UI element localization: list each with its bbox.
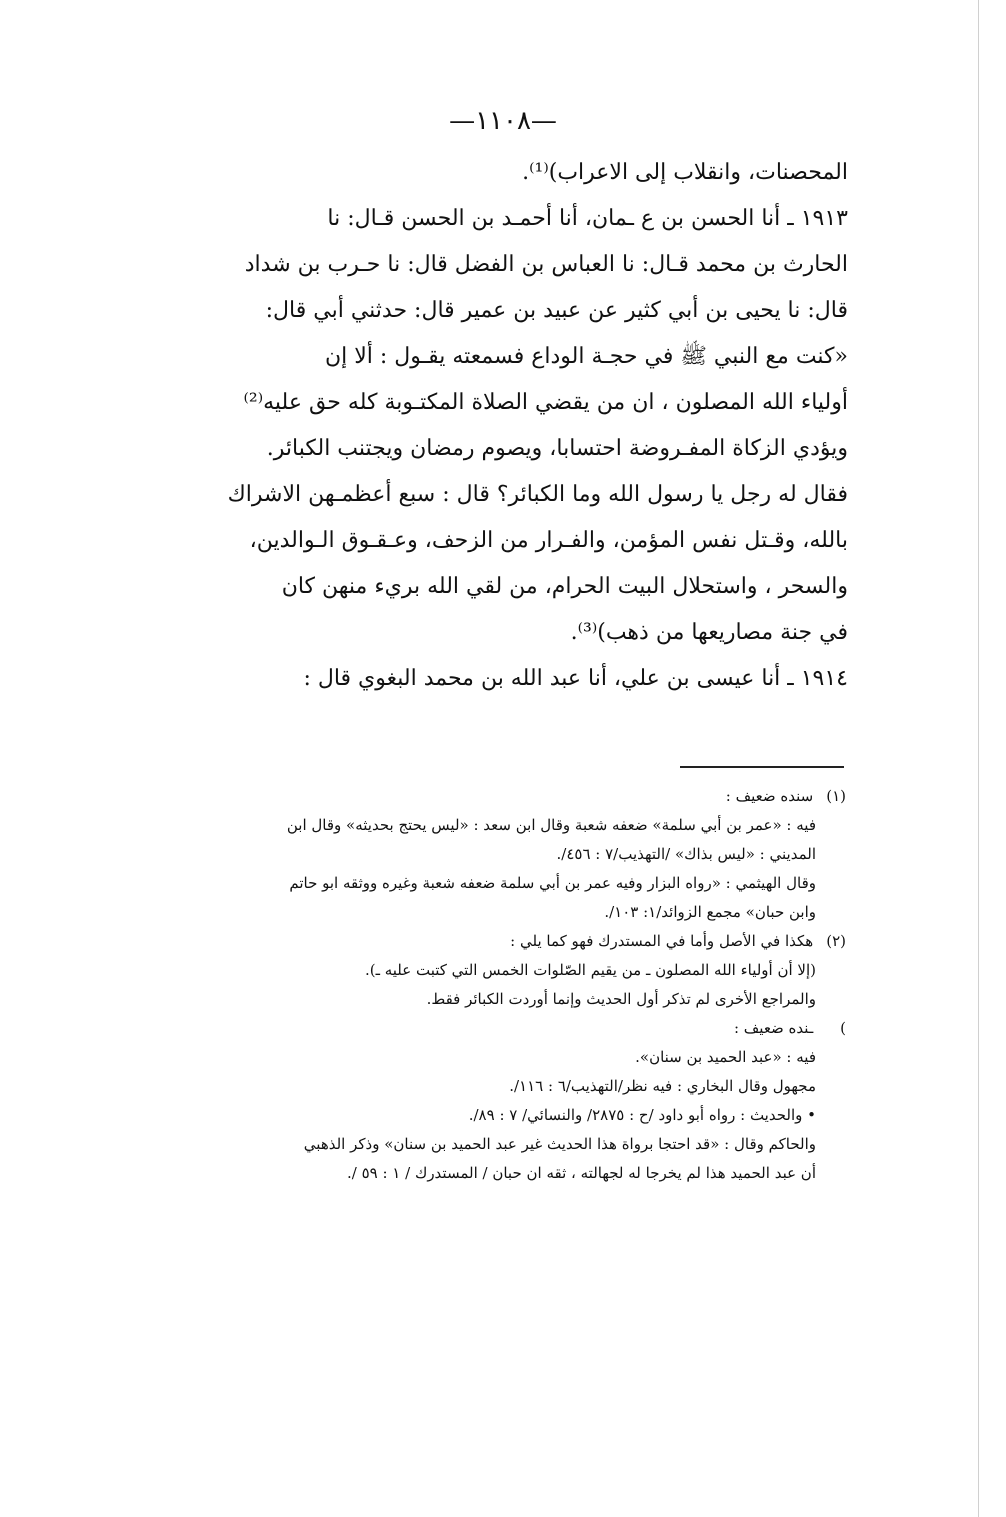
text-line: المحصنات، وانقلاب إلى الاعراب)⁽¹⁾. [522,160,848,185]
footnote-line [120,869,846,898]
footnote-number: (١) [826,787,846,805]
text-line: ١٩١٤ ـ أنا عيسى بن علي، أنا عبد الله بن محمد البغوي قال : [303,666,848,691]
text-line: في جنة مصاريعها من ذهب)⁽³⁾. [570,620,848,645]
footnote-line [120,1101,846,1130]
footnote-text: • والحديث : رواه أبو داود /ح : ٢٨٧٥/ والنسائي/ ٧ : ٨٩/. [468,1106,816,1124]
page-edge-line [978,0,979,1517]
footnote-text: والحاكم وقال : «قد احتجا برواة هذا الحديث غير عبد الحميد بن سنان» وذكر الذهبي [303,1135,816,1153]
footnote-text: ـنده ضعيف : [733,1019,814,1037]
footnote-number: ) [840,1019,846,1037]
main-text [136,150,848,702]
text-line: الحارث بن محمد قـال: نا العباس بن الفضل قال: نا حـرب بن شداد [244,252,848,277]
footnote-text: هكذا في الأصل وأما في المستدرك فهو كما يلي : [510,932,814,950]
text-line: بالله، وقـتل نفس المؤمن، والفـرار من الزحف، وعـقـوق الـوالدين، [249,528,848,553]
footnote-line [120,927,846,956]
text-line: ويؤدي الزكاة المفـروضة احتسابا، ويصوم رمضان ويجتنب الكبائر. [266,436,848,461]
footnote-line [120,811,846,840]
footnote-line [120,1072,846,1101]
footnote-text: والمراجع الأخرى لم تذكر أول الحديث وإنما أوردت الكبائر فقط. [426,990,816,1008]
text-line: «كنت مع النبي ﷺ في حجـة الوداع فسمعته يقـول : ألا إن [324,344,848,369]
footnote-line [120,1159,846,1188]
text-line: ١٩١٣ ـ أنا الحسن بن ع ـمان، أنا أحمـد بن الحسن قـال: نا [327,206,848,231]
text-line: قال: نا يحيى بن أبي كثير عن عبيد بن عمير قال: حدثني أبي قال: [265,298,848,323]
page-number: —١١٠٨— [449,106,557,136]
footnote-text: (إلا أن أولياء الله المصلون ـ من يقيم الصّلوات الخمس التي كتبت عليه ـ). [364,961,816,979]
footnote-line [120,898,846,927]
footnote-line [120,985,846,1014]
footnote-line [120,1043,846,1072]
text-line: فقال له رجل يا رسول الله وما الكبائر؟ قال : سبع أعظمـهن الاشراك [227,482,848,507]
footnote-line [120,840,846,869]
footnote-line [120,782,846,811]
footnote-text: مجهول وقال البخاري : فيه نظر/التهذيب/٦ : ١١٦/. [509,1077,816,1095]
footnote-text: فيه : «عمر بن أبي سلمة» ضعفه شعبة وقال ابن سعد : «ليس يحتج بحديثه» وقال ابن [286,816,816,834]
footnote-line [120,1014,846,1043]
footnotes [120,782,846,1188]
footnote-text: وابن حبان» مجمع الزوائد/١: ١٠٣/. [604,903,816,921]
footnote-text: فيه : «عبد الحميد بن سنان». [635,1048,816,1066]
footnote-text: أن عبد الحميد هذا لم يخرجا له لجهالته ، ثقه ان حبان / المستدرك / ١ : ٥٩ /. [346,1164,816,1182]
footnote-separator [680,766,844,768]
text-line: أولياء الله المصلون ، ان من يقضي الصلاة المكتـوبة كله حق عليه⁽²⁾ [243,390,848,415]
text-line: والسحر ، واستحلال البيت الحرام، من لقي الله بريء منهن كان [281,574,848,599]
footnote-line [120,956,846,985]
footnote-text: وقال الهيثمي : «رواه البزار وفيه عمر بن أبي سلمة ضعفه شعبة وغيره ووثقه ابو حاتم [289,874,816,892]
footnote-text: سنده ضعيف : [725,787,814,805]
footnote-number: (٢) [826,932,846,950]
footnote-line [120,1130,846,1159]
footnote-text: المديني : «ليس بذاك» /التهذيب/٧ : ٤٥٦/. [556,845,816,863]
